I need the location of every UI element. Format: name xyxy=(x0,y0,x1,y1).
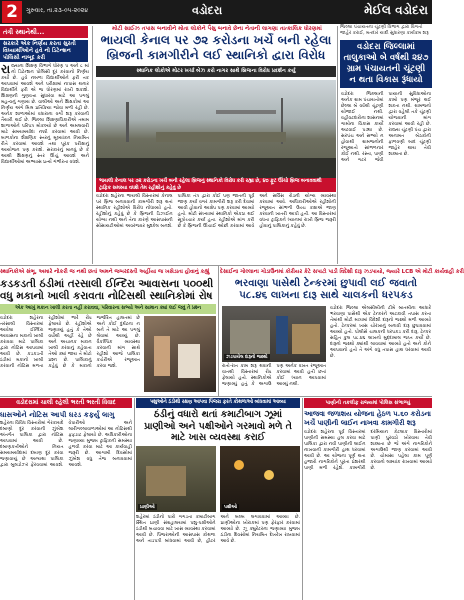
photo-caption: પક્ષીઓ xyxy=(224,505,237,510)
bottom-left-body: શહેરના વિવિધ વિસ્તારોમાં ગેરકાયદે દબાણો દૂર કરવાની ઝુંબેશ અંતર્ગત પાલિકા દ્વારા નોટિસ આપવામાં આવી છે. દબાણકર્તાઓને નિયત સમયમર્યાદામાં દબાણ દૂર કરવા જણાવાયું છે અન્યથા પાલિકા દ્વારા બુલડોઝર ફેરવવામાં આવશે. વેપારીઓ અને લારીગલ્લાવાળાઓમાં આ નોટિસથી ફફડાટ ફેલાયો છે. અધિકારીઓના જણાવ્યા મુજબ ટ્રાફિકની સમસ્યા હળવી કરવા માટે આ કાર્યવાહી જરૂરી છે. આગામી દિવસોમાં ઝુંબેશ વધુ તેજ બનાવવામાં આવશે. xyxy=(0,421,132,468)
lead-kicker: મોટી સાઈઝ તપાસ બનાવીને મોતા લોકોને પૈસુ બનાવે છેના નેતાની લાગણા તાત્કાલિક ધોરણમાં xyxy=(112,26,322,32)
mid-right-body-b: રાતો-રાત કામ શરૂ થવાની વાતથી વિસ્તારમાં રોષ ફેલાયો હતો. સ્થાનિકોએ જણાવ્યું હતું કે અગાઉ પણ અનેક વખત રજૂઆત કરવામાં આવી હતી છતાં કોઈ ધ્યાન આપવામાં આવ્યું નથી. xyxy=(222,364,326,387)
bottom-center-kicker: પશુઓને ઠંડીથી રક્ષણ આપવા પિંજરા ફરતે કોથળાઓ બાંધવામાં આવ્યા xyxy=(136,398,300,408)
right-lead-body: વડોદરા જિલ્લાની અનેક ગ્રામ પંચાયતોમાં છેલ્લા બે વર્ષથી ચૂંટણી યોજાઈ નથી. વહીવટદારોના શાસનમાં ગામોના વિકાસ કાર્યો અટવાઈ પડ્યા છે. સરપંચ અને સભ્યો ન હોવાથી ગ્રામજનોની રજૂઆતો સાંભળનાર કોઈ નથી. રસ્તા, પાણી અને ગટર જેવી પાયાની સુવિધાઓના કામો પણ મંજૂર થઈ શકતા નથી. ગ્રામજનો દ્વારા વહેલી તકે ચૂંટણી યોજવાની માંગ કરવામાં આવી રહી છે. રાજ્ય ચૂંટણી પંચ દ્વારા અનામત બેઠકોની ફાળવણી બાદ ચૂંટણી જાહેર થાય તેવી શક્યતા છે. xyxy=(341,92,431,163)
mid-left-headline: કડકડતી ઠંડીમાં તરસાલી ઈન્દિરા આવાસના ૫૦૦થી વધુ મકાનો ખાલી કરાવતા નોટિસથી સ્થાનિકોમાં રોષ xyxy=(0,278,214,302)
mid-right-photo xyxy=(222,306,326,362)
bottom-center-body: શહેરમાં ઠંડીનો પારો ગગડતા કમાટીબાગ સ્થિત પ્રાણી સંગ્રહાલયમાં પશુ-પક્ષીઓને ઠંડીથી બચાવવા માટે ખાસ વ્યવસ્થા કરવામાં આવી છે. પિંજરાઓની આસપાસ કોથળા અને તાડપત્રી બાંધવામાં આવી છે, હીટર અને બલ્બ લગાવવામાં આવ્યા છે. પ્રાણીઓના ખોરાકમાં પણ ફેરફાર કરવામાં આવ્યો છે. ઝૂ ક્યુરેટરના જણાવ્યા મુજબ ઠંડીના દિવસોમાં નિયમિત દેખરેખ રાખવામાં આવે છે. xyxy=(136,515,300,544)
lead-body: વડોદરા શહેરના ભાયલી વિસ્તારમાં કેનાલ પર બ્રિજ બનાવવાની કામગીરી શરૂ થતાં સ્થાનિક રહીશોએ વિરોધ નોંધાવ્યો હતો. રહીશોનું કહેવું છે કે બ્રિજની ડિઝાઈન યોગ્ય નથી અને તેના કારણે આસપાસની સોસાયટીઓમાં અવરજવર મુશ્કેલ બનશે. પાલિકા તંત્ર દ્વારા કોઈ પણ જાતની પૂર્વ જાણ કર્યા વગર કામગીરી શરૂ કરી દેવામાં આવી હોવાનો આક્ષેપ પણ કરવામાં આવ્યો હતો. મોટી સંખ્યામાં સ્થાનિકો એકઠા થઈ સૂત્રોચ્ચાર કર્યા હતા. રહીશોએ માંગ કરી છે કે બ્રિજની ઊંચાઈ ઓછી કરવામાં આવે અને સર્વિસ રોડની યોગ્ય વ્યવસ્થા કરવામાં આવે. અધિકારીઓએ રહીશોની રજૂઆત સાંભળી ઉચ્ચ કક્ષાએ જાણ કરવાની ખાતરી આપી હતી. આ વિસ્તારમાં વધતા ટ્રાફિકને ધ્યાનમાં રાખી બ્રિજ જરૂરી હોવાનું પાલિકાનું કહેવું છે. xyxy=(96,194,336,229)
mid-right-body-a: વડોદરા જિલ્લા એલસીબીની ટીમે બાતમીના આધારે ભરવાણા પાસેથી એક ટેન્કરને અટકાવી તપાસ કરતા તેમાંથી મોટી માત્રામાં વિદેશી દારૂનો જથ્થો મળી આવ્યો હતો. ટેન્કરમાં ખાસ ચોરખાનું બનાવી દારૂ છુપાવવામાં આવ્યો હતો. પોલીસે ચાલકની ધરપકડ કરી દારૂ, ટેન્કર સહિત કુલ ૫૮.૪૬ લાખનો મુદ્દામાલ જપ્ત કર્યો છે. દારૂનો જથ્થો ક્યાંથી લાવવામાં આવ્યો હતો અને કોને આપવાનો હતો તે અંગે વધુ તપાસ હાથ ધરવામાં આવી છે. xyxy=(330,306,431,359)
bottom-center-headline: ઠંડીનું વધારો થતાં કમાટીબાગ ઝૂમાં પ્રાણીઓ અને પક્ષીઓને ગરમાવો મળે તે માટે ખાસ વ્યવસ્થા કરાઈ xyxy=(144,409,292,443)
lead-headline: ભાયલી કેનાલ પર ૭૨ કરોડના ખર્ચે બની રહેલા બ્રિજની કામગીરીને લઈ સ્થાનિકો દ્વારા વિરોધ xyxy=(100,33,332,62)
dropcap: રા xyxy=(1,62,11,76)
bottom-right-headline: આજવા જળાશય યોજના હેઠળ ૫.૬૦ કરોડના ખર્ચે પાણીની લાઈન નાખવા કામગીરી શરૂ xyxy=(304,410,431,427)
mid-right-headline: ભરવાણા પાસેથી ટેન્કરમાં છુપાવી લઈ જવાતો ૫૮.૪૬ લાખના દારૂ સાથે ચાલકની ધરપકડ xyxy=(234,278,418,301)
column-rule xyxy=(218,266,219,396)
brand-title: મેઈલ વડોદરા xyxy=(364,3,428,17)
column-rule xyxy=(92,26,93,264)
mid-right-kicker: દેસાઈના ગોલ્લાના ગોડાઉનમાં કોરીયર કેટે સપાટો પાડી વિદેશી દારૂ ઝડપાયો, જ્યારે LCB એ મોટી કાર્યવાહી કરી xyxy=(220,269,464,275)
right-lead-headline: વડોદરા જિલ્લામાં તાલુકાઓ બે વર્ષથી ૨૪૭ ગ્રામ પંચાયતની ચૂંટણી ન થતા વિકાસ રૂંધાયો xyxy=(340,40,432,88)
left-story-body: રાજ્યના શિક્ષણ વિભાગે ધોરણ ૫ અને ૮ માં નો ડિટેન્શન પોલિસી દૂર કરવાનો નિર્ણય કર્યો છે. હવે નબળા વિદ્યાર્થીઓને ફરી તક આપવામાં આવશે અને પરીક્ષામાં નાપાસ થનાર વિદ્યાર્થીને ફરી એ જ ધોરણમાં રાખી શકાશે. શિક્ષણની ગુણવત્તા સુધારવા માટે આ પગલું મહત્વનું ગણાય છે. વાલીઓ અને શિક્ષકોમાં આ નિર્ણય અંગે મિશ્ર પ્રતિક્રિયા જોવા મળી રહી છે. અનેક શાળાઓમાં વધારાના વર્ગો શરૂ કરવાની તૈયારી થઈ છે. જિલ્લા શિક્ષણાધિકારીએ તમામ શાળાઓને પરિપત્ર મોકલ્યો છે અને અમલવારી માટે સમયમર્યાદા નક્કી કરવામાં આવી છે. બાળકોના શૈક્ષણિક સ્તરનું મૂલ્યાંકન નિયમિત રીતે કરવામાં આવશે તથા પૂરક પરીક્ષાનું આયોજન પણ કરાશે. સરકારનું માનવું છે કે આથી શિક્ષણનું સ્તર ઊંચું આવશે અને વિદ્યાર્થીઓમાં અભ્યાસ પ્રત્યે ગંભીરતા વધશે. xyxy=(1,62,89,165)
bottom-left-tab: વડોદરામાં ચાલી રહેલી ભરતી ભરતી વિવાદ xyxy=(0,398,132,408)
masthead xyxy=(0,0,432,24)
page-number: 2 xyxy=(2,1,22,23)
zoo-photo-animals xyxy=(136,446,216,512)
column-rule xyxy=(337,26,338,264)
zoo-photo-birds xyxy=(220,446,300,512)
lead-subhead: સ્થાનિક લોકોએ મોટર ખર્ચા બેઝ કરો નાગર સાથે બ્રિજના વિરોધ પ્રદર્શન કર્યુ xyxy=(96,66,336,77)
photo-caption: પ્રાણીઓ xyxy=(140,505,155,510)
bottom-left-headline: ઘાસઓને નોટિસ આપી ઘરડ કર્ફ્યુ લાગુ xyxy=(0,410,115,419)
photo-caption: ઝડપાયેલ દારૂનો જથ્થો xyxy=(226,355,268,360)
mid-left-photo xyxy=(144,316,216,392)
bottom-right-tab: પાણીની તકલીફ રાજ્યમાં પોલિસ સંભાળ્યું xyxy=(304,398,432,408)
date-line: ગુરુવાર, તા.૨૩-૦૫-૨૦૨૪ xyxy=(26,7,89,14)
column-rule xyxy=(302,398,303,600)
right-topline: જિલ્લા પંચાયતના ચૂંટણી વિભાગ દ્વારા વિગતો જાહેર કરાઈ, મતદાર યાદી સુધારણા કાર્યક્રમ શરૂ xyxy=(340,25,429,36)
left-story-headline: સરકારે એક નિર્ણય કરતા સુરતી વિધ્યાર્થીઓને હવે નો ડિટેન્શન પોલિસી નાબૂદ કરી xyxy=(0,40,88,62)
column-rule xyxy=(134,398,135,600)
editorial-banner: તંત્રી સ્થાનેથી... xyxy=(0,26,88,38)
mid-left-kicker: સ્થાનિકોએ સંભૂ, અમારે નોકરી જ નથી છતાં અમને જબરદસ્તી અહીંયા જ ખસેડાતા હોવાનું કહ્યું xyxy=(0,267,216,277)
bottom-right-body: વડોદરા શહેરના પૂર્વ વિસ્તારમાં પાણીની સમસ્યા હલ કરવા માટે પાલિકા દ્વારા નવી પાણીની લાઈન નાખવાની કામગીરી હાથ ધરવામાં આવી છે. આ યોજના પૂર્ણ થતા હજારો નાગરિકોને પૂરતા પ્રેશરથી પાણી મળી રહેશે. કામગીરી દરમિયાન કેટલાક વિસ્તારોમાં પાણી પુરવઠો ખોરવાય તેવી શક્યતા છે જે અંગે નાગરિકોને અગાઉથી જાણ કરવામાં આવી છે. ચોમાસા પહેલા કામ પૂર્ણ કરવાનો લક્ષ્યાંક રાખવામાં આવ્યો છે. xyxy=(304,430,432,471)
lead-caption: ભાયલી કેનાલ પર ૭૨ કરોડના ખર્ચે બની રહેલા બ્રિજનું સ્થાનિકો વિરોધ કરી રહ્યા છે, ૪૦ ફૂટ ઊંચો બ્રિજ બનાવવાથી ટ્રાફિક સમસ્યા વધશે તેમ રહીશોનું કહેવું છે xyxy=(96,178,336,192)
lead-photo xyxy=(96,80,336,178)
mid-left-strip: એક આખું મકાન ખાલી કરતા નહીં કરાવવા, પરિવારના સભ્યો અને સામાન ક્યાં લઈ જવું તે પ્રશ્ન xyxy=(0,304,216,314)
section-rule xyxy=(0,396,432,397)
section-rule xyxy=(0,265,432,266)
mid-left-body: વડોદરા શહેરના તરસાલી વિસ્તારમાં આવેલા ઈન્દિરા આવાસના મકાનો ખાલી કરાવવા માટે પાલિકા દ્વારા નોટિસ આપવામાં આવી છે. કડકડતી ઠંડીમાં મકાનો ખાલી કરવાની નોટિસ મળતા રહીશોમાં ભારે રોષ ફેલાયો છે. રહીશોએ જણાવ્યું હતું કે તેઓ વર્ષોથી અહીં રહે છે અને અચાનક મકાન ખાલી કરવાનું કહેવાતા તેઓ ક્યાં જાય તે મોટો પ્રશ્ન છે. પાલિકાનું કહેવું છે કે મકાનો જર્જરિત હાલતમાં છે અને કોઈ દુર્ઘટના ન બને તે માટે આ પગલું લેવામાં આવ્યું છે. વૈકલ્પિક વ્યવસ્થા કરવાની માંગ સાથે રહીશો આજે પાલિકા કચેરીએ રજૂઆત કરવા જશે. xyxy=(0,316,140,369)
section-title: વડોદરા xyxy=(192,4,223,17)
